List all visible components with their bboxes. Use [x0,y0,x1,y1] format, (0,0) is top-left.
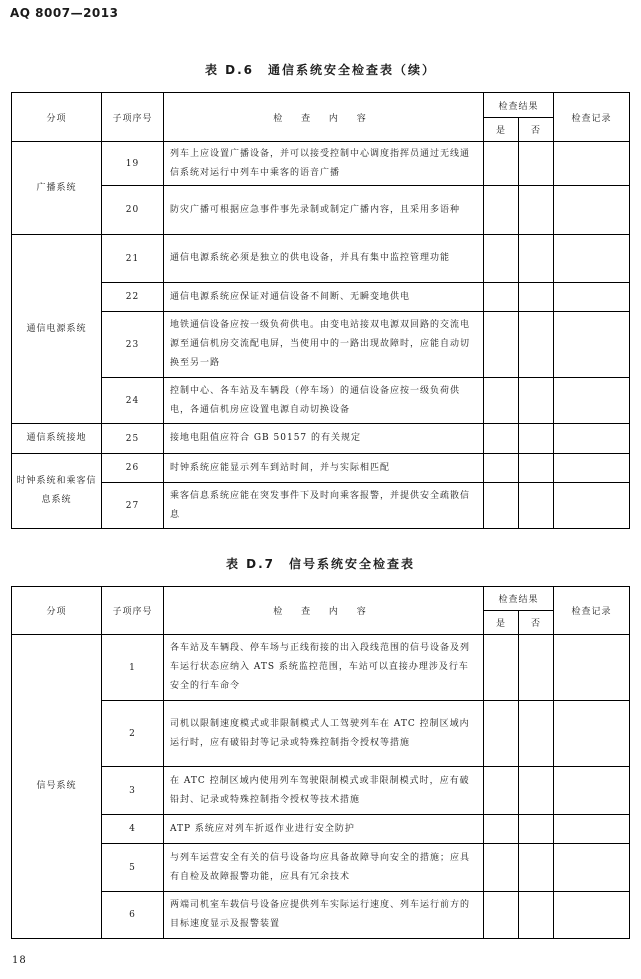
content-cell: 通信电源系统应保证对通信设备不间断、无瞬变地供电 [164,283,484,312]
header-record: 检查记录 [554,587,630,635]
result-no-cell[interactable] [519,701,554,767]
result-no-cell[interactable] [519,483,554,529]
result-no-cell[interactable] [519,815,554,844]
record-cell[interactable] [554,454,630,483]
sub-no-cell: 22 [102,283,164,312]
record-cell[interactable] [554,424,630,454]
result-yes-cell[interactable] [484,142,519,186]
sub-no-cell: 23 [102,312,164,378]
sub-no-cell: 3 [102,767,164,815]
result-yes-cell[interactable] [484,235,519,283]
record-cell[interactable] [554,635,630,701]
table-row [12,312,630,378]
table-row [12,844,630,892]
result-yes-cell[interactable] [484,767,519,815]
category-cell: 广播系统 [12,142,102,235]
result-no-cell[interactable] [519,283,554,312]
standard-code: AQ 8007—2013 [10,6,119,20]
sub-no-cell: 27 [102,483,164,529]
content-cell: 两端司机室车载信号设备应提供列车实际运行速度、列车运行前方的目标速度显示及报警装置 [164,892,484,939]
result-yes-cell[interactable] [484,424,519,454]
result-yes-cell[interactable] [484,844,519,892]
result-yes-cell[interactable] [484,186,519,235]
result-yes-cell[interactable] [484,378,519,424]
table-row [12,483,630,529]
record-cell[interactable] [554,283,630,312]
sub-no-cell: 1 [102,635,164,701]
record-cell[interactable] [554,312,630,378]
record-cell[interactable] [554,815,630,844]
table-d6 [11,92,630,529]
result-yes-cell[interactable] [484,815,519,844]
result-no-cell[interactable] [519,635,554,701]
result-yes-cell[interactable] [484,312,519,378]
header-category: 分项 [12,587,102,635]
result-no-cell[interactable] [519,186,554,235]
content-cell: 通信电源系统必须是独立的供电设备，并具有集中监控管理功能 [164,235,484,283]
header-sub-no: 子项序号 [102,587,164,635]
header-sub-no: 子项序号 [102,93,164,142]
content-cell: 在 ATC 控制区域内使用列车驾驶限制模式或非限制模式时，应有破铅封、记录或特殊控制指令授权等技术措施 [164,767,484,815]
result-no-cell[interactable] [519,312,554,378]
table-row [12,424,630,454]
table-d7 [11,586,630,939]
result-no-cell[interactable] [519,892,554,939]
sub-no-cell: 5 [102,844,164,892]
result-no-cell[interactable] [519,235,554,283]
record-cell[interactable] [554,142,630,186]
sub-no-cell: 26 [102,454,164,483]
sub-no-cell: 20 [102,186,164,235]
category-cell: 信号系统 [12,635,102,939]
category-cell: 通信电源系统 [12,235,102,424]
sub-no-cell: 6 [102,892,164,939]
content-cell: 时钟系统应能显示列车到站时间，并与实际相匹配 [164,454,484,483]
table-row [12,283,630,312]
header-no: 否 [519,611,554,635]
header-result: 检查结果 [484,93,554,118]
table-d7-title: 表 D.7 信号系统安全检查表 [225,557,416,571]
category-cell: 时钟系统和乘客信息系统 [12,454,102,529]
table-d6-title: 表 D.6 通信系统安全检查表（续） [204,63,437,77]
record-cell[interactable] [554,235,630,283]
table-row [12,186,630,235]
header-category: 分项 [12,93,102,142]
result-no-cell[interactable] [519,454,554,483]
result-yes-cell[interactable] [484,701,519,767]
header-no: 否 [519,118,554,142]
result-no-cell[interactable] [519,844,554,892]
record-cell[interactable] [554,844,630,892]
record-cell[interactable] [554,483,630,529]
content-cell: 列车上应设置广播设备，并可以接受控制中心调度指挥员通过无线通信系统对运行中列车中乘客的语音广播 [164,142,484,186]
result-no-cell[interactable] [519,767,554,815]
sub-no-cell: 21 [102,235,164,283]
table-row [12,235,630,283]
table-row [12,142,630,186]
sub-no-cell: 24 [102,378,164,424]
header-result: 检查结果 [484,587,554,611]
table-row [12,892,630,939]
header-yes: 是 [484,118,519,142]
table-row [12,378,630,424]
content-cell: ATP 系统应对列车折返作业进行安全防护 [164,815,484,844]
table-row [12,635,630,701]
result-yes-cell[interactable] [484,892,519,939]
content-cell: 接地电阻值应符合 GB 50157 的有关规定 [164,424,484,454]
record-cell[interactable] [554,378,630,424]
result-no-cell[interactable] [519,424,554,454]
content-cell: 与列车运营安全有关的信号设备均应具备故障导向安全的措施；应具有自检及故障报警功能，应具有冗余技术 [164,844,484,892]
record-cell[interactable] [554,767,630,815]
category-cell: 通信系统接地 [12,424,102,454]
content-cell: 司机以限制速度模式或非限制模式人工驾驶列车在 ATC 控制区域内运行时，应有破铅封等记录或特殊控制指令授权等措施 [164,701,484,767]
result-yes-cell[interactable] [484,483,519,529]
sub-no-cell: 2 [102,701,164,767]
record-cell[interactable] [554,701,630,767]
page-number: 18 [12,955,27,966]
header-yes: 是 [484,611,519,635]
content-cell: 控制中心、各车站及车辆段（停车场）的通信设备应按一级负荷供电，各通信机房应设置电源自动切换设备 [164,378,484,424]
result-yes-cell[interactable] [484,635,519,701]
result-yes-cell[interactable] [484,454,519,483]
table-row [12,701,630,767]
sub-no-cell: 19 [102,142,164,186]
header-content: 检 查 内 容 [164,93,484,142]
table-row [12,454,630,483]
result-no-cell[interactable] [519,142,554,186]
content-cell: 地铁通信设备应按一级负荷供电。由变电站接双电源双回路的交流电源至通信机房交流配电屏，当使用中的一路出现故障时，应能自动切换至另一路 [164,312,484,378]
record-cell[interactable] [554,892,630,939]
header-content: 检 查 内 容 [164,587,484,635]
content-cell: 防灾广播可根据应急事件事先录制或制定广播内容，且采用多语种 [164,186,484,235]
table-row [12,815,630,844]
result-yes-cell[interactable] [484,283,519,312]
sub-no-cell: 4 [102,815,164,844]
record-cell[interactable] [554,186,630,235]
content-cell: 各车站及车辆段、停车场与正线衔接的出入段线范围的信号设备及列车运行状态应纳入 ATS 系统监控范围，车站可以直接办理涉及行车安全的行车命令 [164,635,484,701]
content-cell: 乘客信息系统应能在突发事件下及时向乘客报警，并提供安全疏散信息 [164,483,484,529]
table-row [12,767,630,815]
header-record: 检查记录 [554,93,630,142]
sub-no-cell: 25 [102,424,164,454]
result-no-cell[interactable] [519,378,554,424]
